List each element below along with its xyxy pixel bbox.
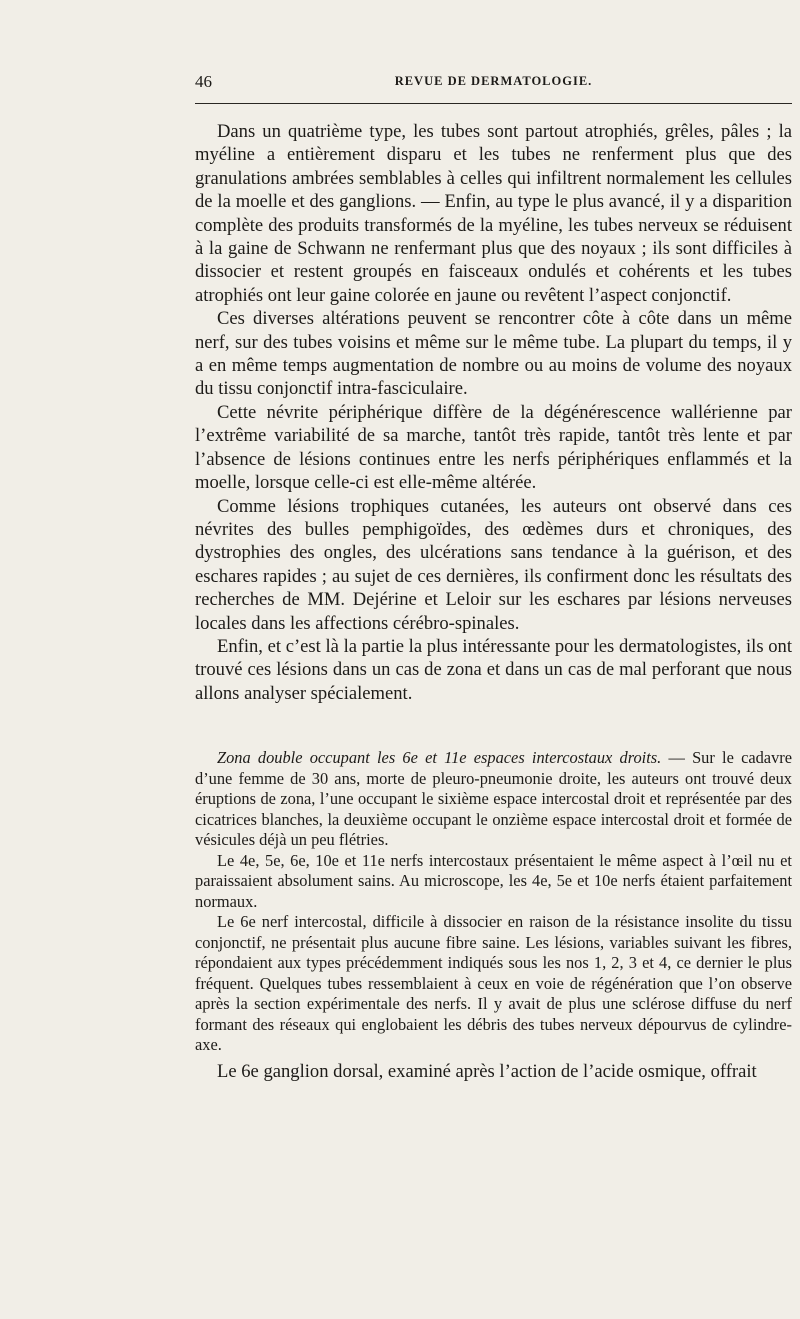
page-header xyxy=(195,72,792,94)
paragraph: Ces diverses altérations peuvent se rencontrer côte à côte dans un même nerf, sur des tubes voisins et même sur le même tube. La plupart du temps, il y a en même temps augmentation de nombre ou au moins de volume des noyaux du tissu conjonctif intra-fasciculaire. xyxy=(195,308,792,400)
case-paragraph: Le 4e, 5e, 6e, 10e et 11e nerfs intercostaux présentaient le même aspect à l’œil nu et paraissaient absolument sains. Au microscope, les 4e, 5e et 10e nerfs étaient parfaitement normaux. xyxy=(195,850,792,911)
case-heading: Zona double occupant les 6e et 11e espaces intercostaux droits. xyxy=(217,748,662,767)
paragraph: Dans un quatrième type, les tubes sont partout atrophiés, grêles, pâles ; la myéline a entièrement disparu et les tubes ne renferment plus que des granulations ambrées semblables à celles qui infiltrent normalement les cellules de la moelle et des ganglions. — Enfin, au type le plus avancé, il y a disparition complète des produits transformés de la myéline, les tubes nerveux se réduisent à la gaine de Schwann ne renfermant plus que des noyaux ; ils sont difficiles à dissocier et restent groupés en faisceaux ondulés et cohérents et les tubes atrophiés ont leur gaine colorée en jaune ou revêtent l’aspect conjonctif. xyxy=(195,121,792,306)
running-title: REVUE DE DERMATOLOGIE. xyxy=(394,74,593,88)
main-text xyxy=(195,120,792,705)
page-number: 46 xyxy=(195,72,212,91)
case-paragraph xyxy=(195,748,792,851)
case-paragraph: Le 6e nerf intercostal, difficile à dissocier en raison de la résistance insolite du tissu conjonctif, ne présentait plus aucune fibre saine. Les lésions, variables suivant les fibres, répondaient aux types précédemment indiqués sous les nos 1, 2, 3 et 4, ce dernier le plus fréquent. Quelques tubes ressemblaient à ceux en voie de régénération que l’on observe après la section expérimentale des nerfs. Il y avait de plus une sclérose diffuse du nerf formant des réseaux qui englobaient les débris des tubes nerveux dépourvus de cylindre-axe. xyxy=(195,912,792,1054)
case-paragraph: Le 6e ganglion dorsal, examiné après l’action de l’acide osmique, offrait xyxy=(217,1060,757,1082)
case-report xyxy=(195,748,792,1084)
paragraph: Enfin, et c’est là la partie la plus intéressante pour les dermatologistes, ils ont trouvé ces lésions dans un cas de zona et dans un cas de mal perforant que nous allons analyser spécialement. xyxy=(195,635,792,704)
case-heading-text: — Sur le cadavre d’une femme de 30 ans, morte de pleuro-pneumonie droite, les auteurs ont trouvé deux éruptions de zona, l’une occupant le sixième espace intercostal droit et représentée par des cicatrices blanches, la deuxième occupant le onzième espace intercostal droit et formée de vésicules déjà un peu flétries. xyxy=(195,748,793,849)
header-rule xyxy=(195,103,792,104)
paragraph: Comme lésions trophiques cutanées, les auteurs ont observé dans ces névrites des bulles pemphigoïdes, des œdèmes durs et chroniques, des dystrophies des ongles, des ulcérations sans tendance à la guérison, et des eschares rapides ; au sujet de ces dernières, ils confirment donc les résultats des recherches de MM. Dejérine et Leloir sur les eschares par lésions nerveuses locales dans les affections cérébro-spinales. xyxy=(195,495,792,634)
paragraph: Cette névrite périphérique diffère de la dégénérescence wallérienne par l’extrême variabilité de sa marche, tantôt très rapide, tantôt très lente et par l’absence de lésions continues entre les nerfs périphériques enflammés et la moelle, lorsque celle-ci est elle-même altérée. xyxy=(195,401,792,494)
